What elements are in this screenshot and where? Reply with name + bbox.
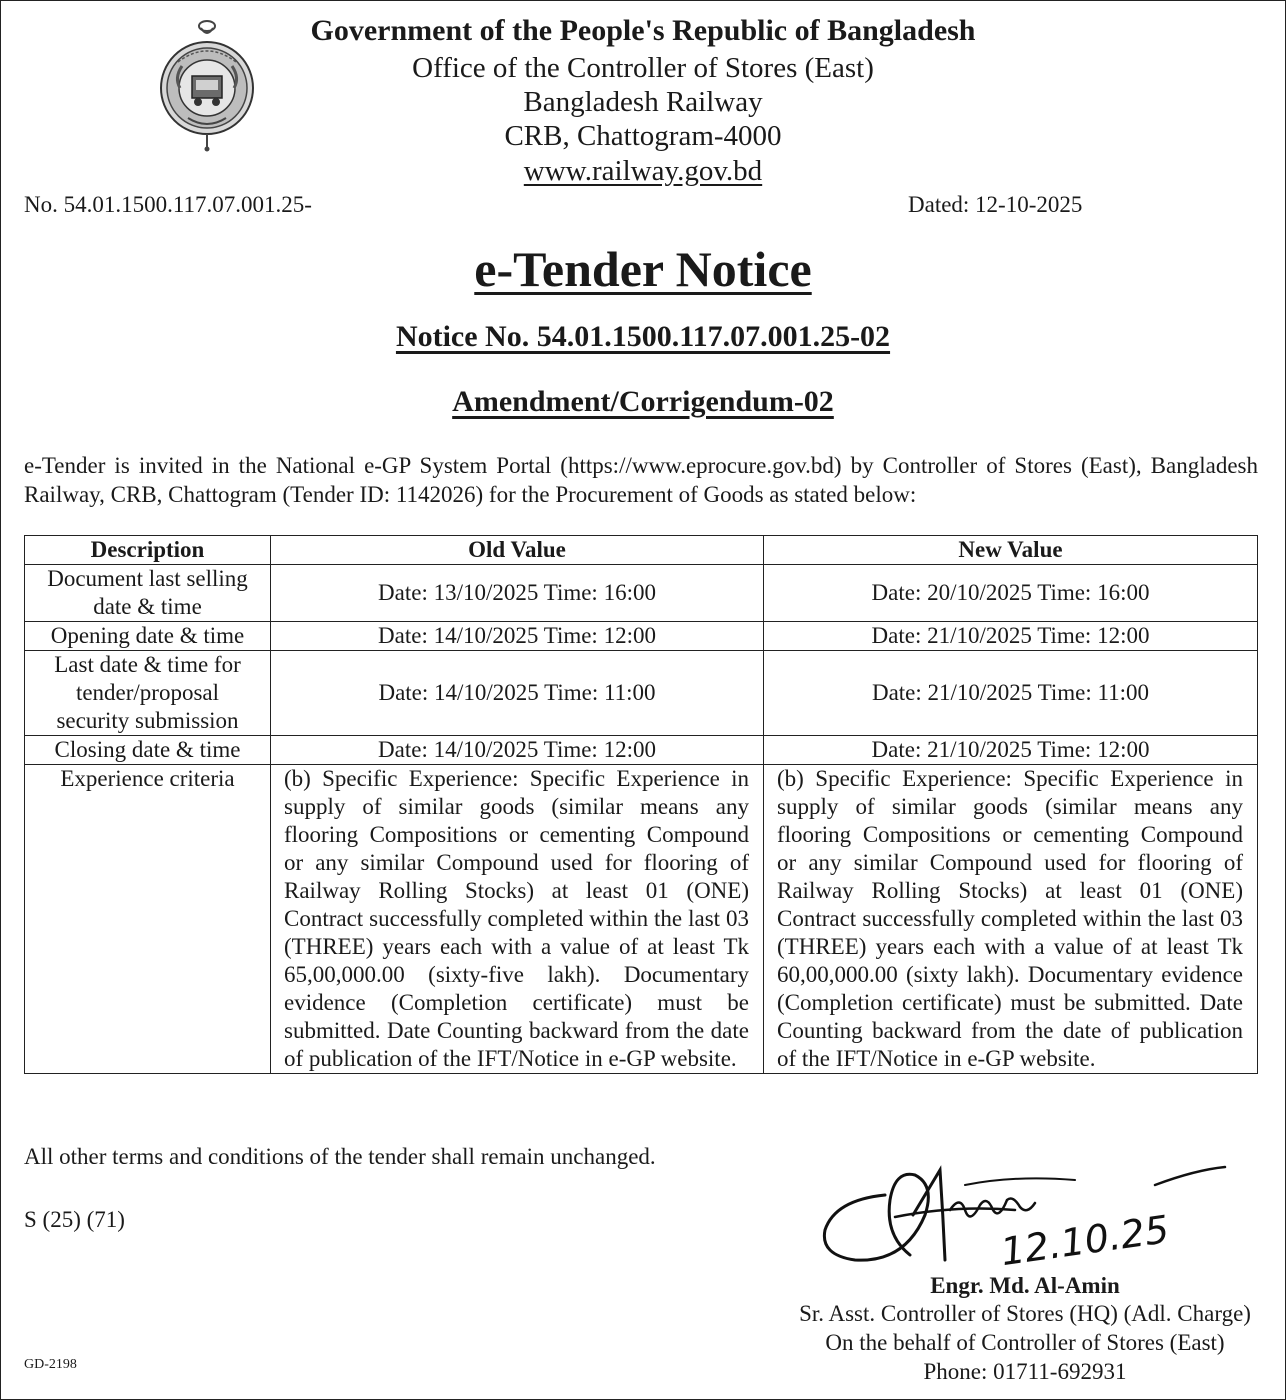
website-row bbox=[0, 157, 1286, 186]
organization-name: Bangladesh Railway bbox=[523, 86, 763, 118]
handwritten-signature bbox=[815, 1155, 1235, 1275]
row-old-value: Date: 13/10/2025 Time: 16:00 bbox=[271, 565, 764, 622]
page-title bbox=[0, 241, 1286, 297]
signature-date: 12.10.25 bbox=[997, 1207, 1172, 1275]
office-address: CRB, Chattogram-4000 bbox=[504, 120, 782, 152]
row-description: Opening date & time bbox=[25, 622, 271, 651]
amendment-table bbox=[24, 535, 1258, 1074]
row-new-value: Date: 20/10/2025 Time: 16:00 bbox=[764, 565, 1258, 622]
row-description: Document last selling date & time bbox=[25, 565, 271, 622]
website-link[interactable]: www.railway.gov.bd bbox=[523, 155, 763, 187]
table-row bbox=[25, 765, 1258, 1074]
row-old-value: Date: 14/10/2025 Time: 12:00 bbox=[271, 622, 764, 651]
row-description: Closing date & time bbox=[25, 736, 271, 765]
table-row bbox=[25, 736, 1258, 765]
row-old-value: (b) Specific Experience: Specific Experience in supply of similar goods (similar means any flooring Compositions or cementing Compound or any similar Compound used for flooring of Railway Rolling Stocks) at least 01 (ONE) Contract successfully completed within the last 03 (THREE) years each with a value of at least Tk 65,00,000.00 (sixty-five lakh). Documentary evidence (Completion certificate) must be submitted. Date Counting backward from the date of publication of the IFT/Notice in e-GP website. bbox=[271, 765, 764, 1074]
notice-number-text: Notice No. 54.01.1500.117.07.001.25-02 bbox=[395, 320, 891, 353]
table-header-row bbox=[25, 536, 1258, 565]
table-row bbox=[25, 565, 1258, 622]
reference-date: Dated: 12-10-2025 bbox=[908, 192, 1083, 217]
amendment-heading bbox=[0, 387, 1286, 417]
intro-paragraph: e-Tender is invited in the National e-GP System Portal (https://www.eprocure.gov.bd) by Controller of Stores (East), Bangladesh Railway, CRB, Chattogram (Tender ID: 1142026) for the Procurement of Goods as stated below: bbox=[24, 453, 1258, 507]
row-description: Last date & time for tender/proposal security submission bbox=[25, 651, 271, 736]
government-heading: Government of the People's Republic of Bangladesh bbox=[310, 14, 976, 47]
page-title-text: e-Tender Notice bbox=[474, 241, 812, 297]
office-name: Office of the Controller of Stores (East) bbox=[412, 52, 874, 84]
signatory-name: Engr. Md. Al-Amin bbox=[930, 1273, 1120, 1298]
table-row bbox=[25, 622, 1258, 651]
amendment-text: Amendment/Corrigendum-02 bbox=[452, 385, 834, 418]
row-old-value: Date: 14/10/2025 Time: 11:00 bbox=[271, 651, 764, 736]
row-new-value: Date: 21/10/2025 Time: 12:00 bbox=[764, 736, 1258, 765]
row-new-value: Date: 21/10/2025 Time: 11:00 bbox=[764, 651, 1258, 736]
column-header-new-value: New Value bbox=[764, 536, 1258, 565]
reference-number: No. 54.01.1500.117.07.001.25- bbox=[24, 192, 312, 217]
signatory-designation: Sr. Asst. Controller of Stores (HQ) (Adl. Charge) bbox=[799, 1301, 1251, 1326]
serial-reference: S (25) (71) bbox=[24, 1207, 125, 1232]
column-header-description: Description bbox=[25, 536, 271, 565]
row-new-value: (b) Specific Experience: Specific Experience in supply of similar goods (similar means any flooring Compositions or cementing Compound or any similar Compound used for flooring of Railway Rolling Stocks) at least 01 (ONE) Contract successfully completed within the last 03 (THREE) years each with a value of at least Tk 60,00,000.00 (sixty lakh). Documentary evidence (Completion certificate) must be submitted. Date Counting backward from the date of publication of the IFT/Notice in e-GP website. bbox=[764, 765, 1258, 1074]
closing-statement: All other terms and conditions of the tender shall remain unchanged. bbox=[24, 1144, 656, 1169]
footer-code: GD-2198 bbox=[24, 1357, 77, 1372]
signatory-phone: Phone: 01711-692931 bbox=[923, 1359, 1127, 1384]
row-new-value: Date: 21/10/2025 Time: 12:00 bbox=[764, 622, 1258, 651]
column-header-old-value: Old Value bbox=[271, 536, 764, 565]
table-row bbox=[25, 651, 1258, 736]
signatory-behalf: On the behalf of Controller of Stores (East) bbox=[825, 1330, 1225, 1355]
notice-number bbox=[0, 322, 1286, 352]
row-old-value: Date: 14/10/2025 Time: 12:00 bbox=[271, 736, 764, 765]
row-description: Experience criteria bbox=[25, 765, 271, 1074]
